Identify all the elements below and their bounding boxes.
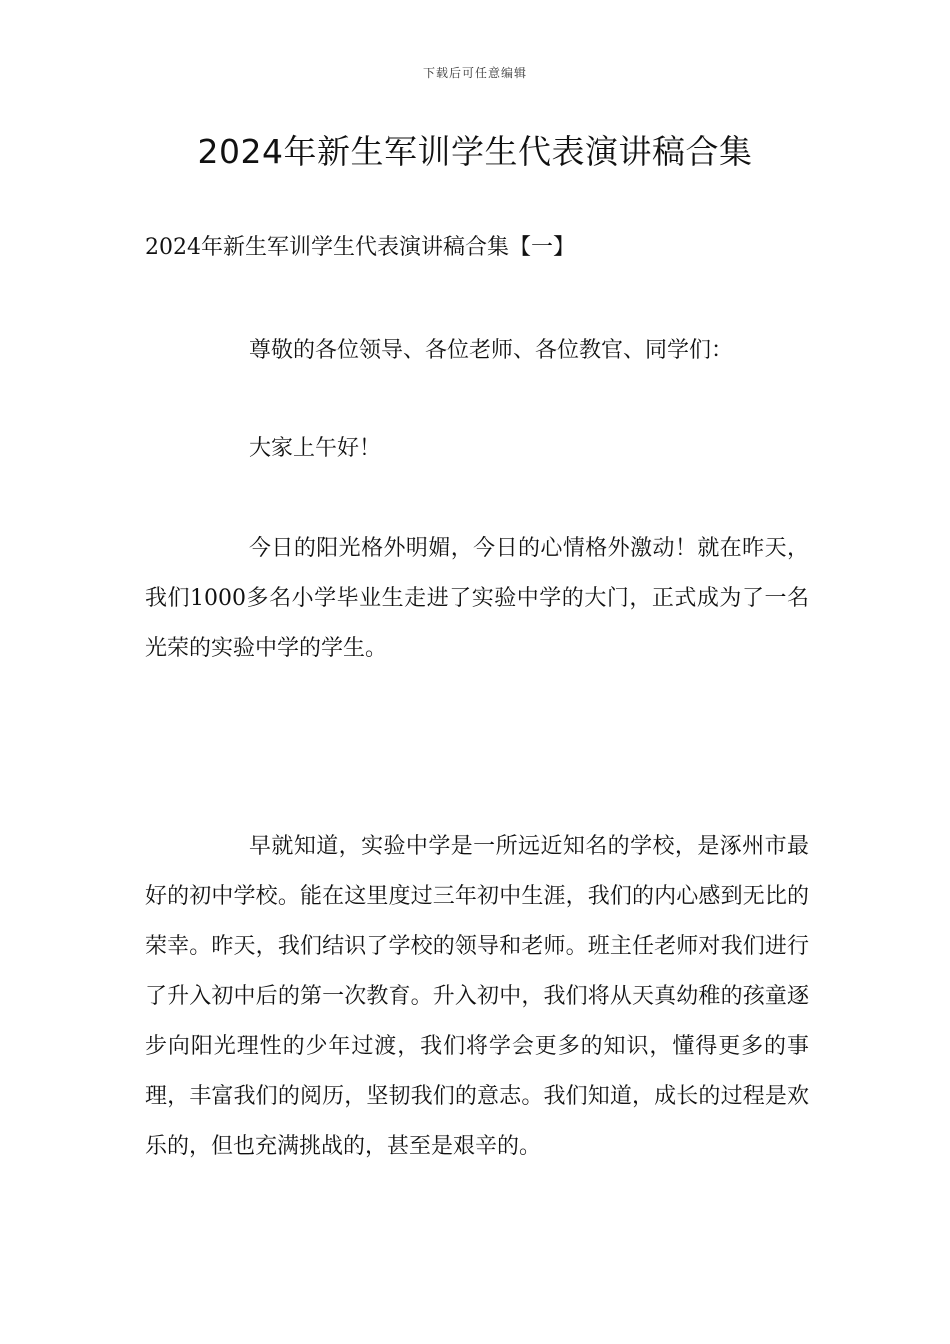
document-title: 2024年新生军训学生代表演讲稿合集	[197, 132, 753, 171]
section-heading: 2024年新生军训学生代表演讲稿合集【一】	[145, 235, 575, 260]
greeting: 大家上午好！	[249, 436, 382, 461]
paragraph-2: 早就知道，实验中学是一所远近知名的学校，是涿州市最好的初中学校。能在这里度过三年初中生涯，我们的内心感到无比的荣幸。昨天，我们结识了学校的领导和老师。班主任老师对我们进行了升入初中后的第一次教育。升入初中，我们将从天真幼稚的孩童逐步向阳光理性的少年过渡，我们将学会更多的知识，懂得更多的事理，丰富我们的阅历，坚韧我们的意志。我们知道，成长的过程是欢乐的，但也充满挑战的，甚至是艰辛的。	[145, 834, 809, 1159]
header-note: 下载后可任意编辑	[422, 66, 527, 80]
salutation: 尊敬的各位领导、各位老师、各位教官、同学们：	[249, 338, 734, 363]
paragraph-1: 今日的阳光格外明媚，今日的心情格外激动！就在昨天，我们1000多名小学毕业生走进了实验中学的大门，正式成为了一名光荣的实验中学的学生。	[145, 536, 809, 661]
